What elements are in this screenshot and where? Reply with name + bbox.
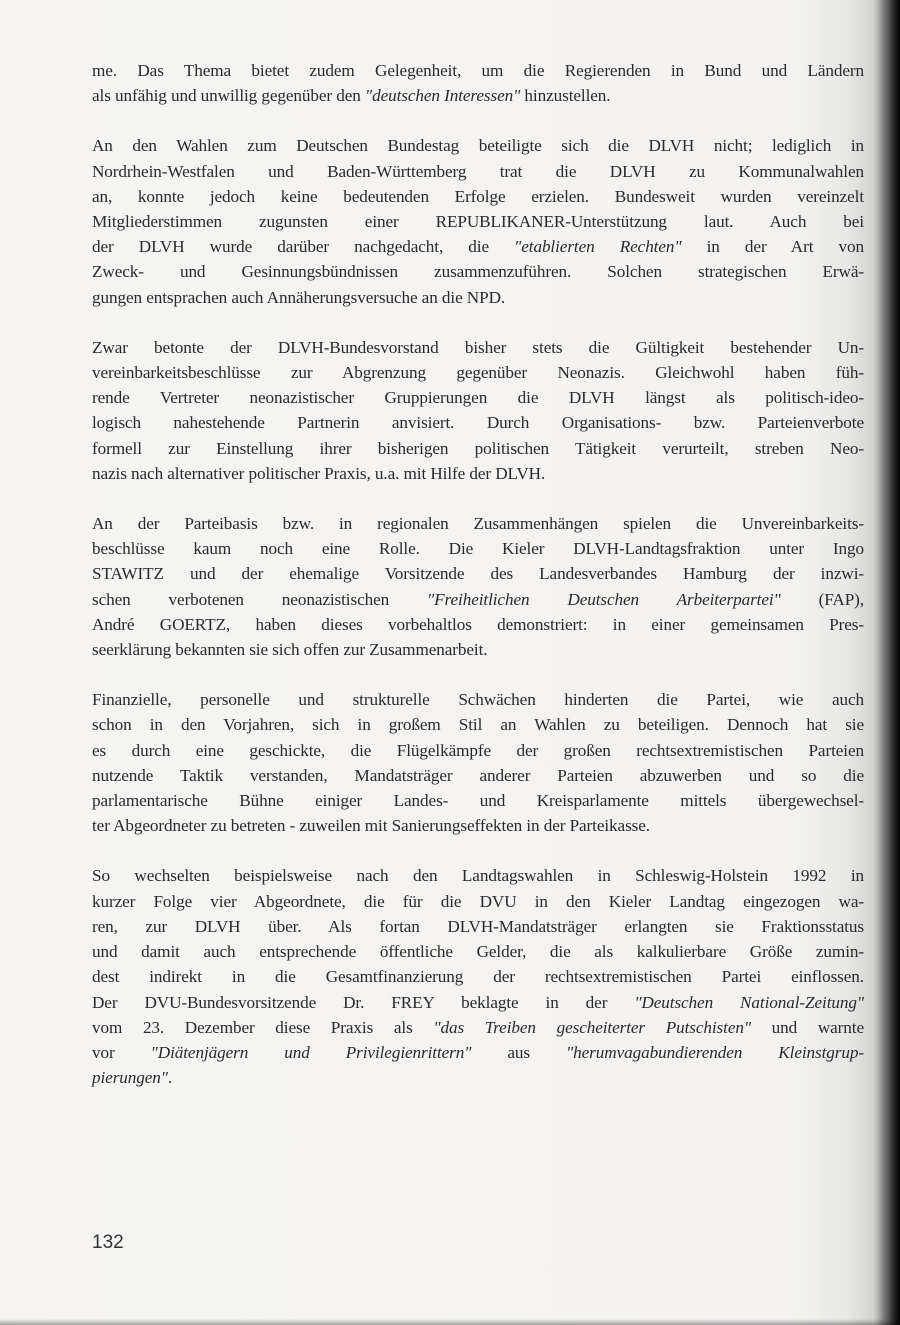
text-segment: gungen entsprachen auch Annäherungsversuche an die NPD. — [92, 287, 506, 307]
text-line — [92, 788, 864, 813]
text-line — [92, 209, 864, 234]
text-line — [92, 637, 864, 662]
body-text — [92, 58, 864, 1115]
text-line — [92, 159, 864, 184]
text-segment: An den Wahlen zum Deutschen Bundestag beteiligte sich die DLVH nicht; lediglich in — [92, 136, 864, 156]
text-line — [92, 58, 864, 83]
spine-shadow — [878, 0, 900, 1325]
text-segment: . — [167, 1068, 173, 1088]
text-line — [92, 511, 864, 536]
text-line — [92, 259, 864, 284]
text-segment: Zwar betonte der DLVH-Bundesvorstand bisher stets die Gültigkeit bestehender Un- — [92, 337, 864, 357]
text-segment: rende Vertreter neonazistischer Gruppierungen die DLVH längst als politisch-ideo- — [92, 388, 864, 408]
text-line — [92, 234, 864, 259]
text-segment: Mitgliederstimmen zugunsten einer REPUBLIKANER-Unterstützung laut. Auch bei — [92, 212, 864, 232]
text-segment: an, konnte jedoch keine bedeutenden Erfolge erzielen. Bundesweit wurden vereinzelt — [92, 186, 864, 206]
text-segment: (FAP), — [780, 589, 864, 609]
text-segment: So wechselten beispielsweise nach den Landtagswahlen in Schleswig-Holstein 1992 in — [92, 866, 864, 886]
text-segment: Zweck- und Gesinnungsbündnissen zusammenzuführen. Solchen strategischen Erwä- — [92, 262, 864, 282]
text-segment: hinzustellen. — [520, 86, 611, 106]
italic-quote: pierungen" — [92, 1068, 168, 1088]
text-segment: in der Art von — [681, 237, 864, 257]
text-line — [92, 1065, 864, 1090]
text-segment: schen verbotenen neonazistischen — [92, 589, 428, 609]
text-segment: und warnte — [750, 1017, 864, 1037]
text-line — [92, 360, 864, 385]
text-line — [92, 1015, 864, 1040]
text-line — [92, 410, 864, 435]
text-segment: aus — [471, 1042, 567, 1062]
text-segment: formell zur Einstellung ihrer bisherigen politischen Tätigkeit verurteilt, streben Neo- — [92, 438, 864, 458]
text-line — [92, 385, 864, 410]
text-line — [92, 889, 864, 914]
text-segment: es durch eine geschickte, die Flügelkämpfe der großen rechtsextremistischen Parteien — [92, 740, 864, 760]
text-segment: nutzende Taktik verstanden, Mandatsträger anderer Parteien abzuwerben und so die — [92, 765, 864, 785]
page-bottom-edge — [0, 1319, 900, 1325]
text-segment: STAWITZ und der ehemalige Vorsitzende des Landesverbandes Hamburg der inzwi- — [92, 564, 864, 584]
paragraph — [92, 511, 864, 662]
text-line — [92, 83, 864, 108]
text-segment: kurzer Folge vier Abgeordnete, die für die DVU in den Kieler Landtag eingezogen wa- — [92, 891, 864, 911]
italic-quote: "das Treiben gescheiterter Putschisten" — [433, 1017, 751, 1037]
text-segment: dest indirekt in die Gesamtfinanzierung der rechtsextremistischen Partei einflossen. — [92, 967, 864, 987]
text-line — [92, 587, 864, 612]
paragraph — [92, 687, 864, 838]
text-line — [92, 712, 864, 737]
text-segment: André GOERTZ, haben dieses vorbehaltlos demonstriert: in einer gemeinsamen Pres- — [92, 614, 864, 634]
text-segment: ter Abgeordneter zu betreten - zuweilen mit Sanierungseffekten in der Parteikasse. — [92, 816, 650, 836]
text-line — [92, 687, 864, 712]
text-segment: beschlüsse kaum noch eine Rolle. Die Kieler DLVH-Landtagsfraktion unter Ingo — [92, 539, 864, 559]
text-line — [92, 536, 864, 561]
text-line — [92, 184, 864, 209]
italic-quote: "Diätenjägern und Privilegienrittern" — [150, 1042, 472, 1062]
text-segment: me. Das Thema bietet zudem Gelegenheit, um die Regierenden in Bund und Ländern — [92, 61, 864, 80]
text-segment: vor — [92, 1042, 151, 1062]
paragraph — [92, 133, 864, 309]
text-line — [92, 335, 864, 360]
paragraph — [92, 335, 864, 486]
text-line — [92, 939, 864, 964]
text-line — [92, 964, 864, 989]
text-line — [92, 133, 864, 158]
text-line — [92, 285, 864, 310]
text-segment: logisch nahestehende Partnerin anvisiert. Durch Organisations- bzw. Parteienverbote — [92, 413, 864, 433]
italic-quote: "Deutschen National-Zeitung" — [634, 992, 864, 1012]
text-segment: der DLVH wurde darüber nachgedacht, die — [92, 237, 515, 257]
text-segment: ren, zur DLVH über. Als fortan DLVH-Mandatsträger erlangten sie Fraktionsstatus — [92, 916, 864, 936]
text-line — [92, 561, 864, 586]
text-line — [92, 461, 864, 486]
text-segment: Finanzielle, personelle und strukturelle Schwächen hinderten die Partei, wie auch — [92, 690, 864, 710]
text-segment: Der DVU-Bundesvorsitzende Dr. FREY beklagte in der — [92, 992, 635, 1012]
text-line — [92, 1040, 864, 1065]
text-line — [92, 863, 864, 888]
text-line — [92, 738, 864, 763]
text-line — [92, 914, 864, 939]
text-segment: seerklärung bekannten sie sich offen zur Zusammenarbeit. — [92, 640, 488, 660]
text-segment: schon in den Vorjahren, sich in großem Stil an Wahlen zu beteiligen. Dennoch hat sie — [92, 715, 864, 735]
text-segment: und damit auch entsprechende öffentliche Gelder, die als kalkulierbare Größe zumin- — [92, 942, 864, 962]
text-line — [92, 612, 864, 637]
paragraph — [92, 863, 864, 1090]
text-segment: Nordrhein-Westfalen und Baden-Württemberg trat die DLVH zu Kommunalwahlen — [92, 161, 864, 181]
text-segment: An der Parteibasis bzw. in regionalen Zusammenhängen spielen die Unvereinbarkeits- — [92, 514, 864, 534]
text-segment: vom 23. Dezember diese Praxis als — [92, 1017, 434, 1037]
page-number: 132 — [92, 1232, 124, 1253]
text-segment: als unfähig und unwillig gegenüber den — [92, 86, 365, 106]
text-segment: vereinbarkeitsbeschlüsse zur Abgrenzung gegenüber Neonazis. Gleichwohl haben füh- — [92, 363, 864, 383]
paragraph — [92, 58, 864, 108]
text-line — [92, 813, 864, 838]
text-line — [92, 763, 864, 788]
italic-quote: "Freiheitlichen Deutschen Arbeiterpartei" — [427, 589, 781, 609]
italic-quote: "deutschen Interessen" — [364, 86, 521, 106]
italic-quote: "herumvagabundierenden Kleinstgrup- — [566, 1042, 864, 1062]
text-line — [92, 436, 864, 461]
text-segment: parlamentarische Bühne einiger Landes- und Kreisparlamente mittels übergewechsel- — [92, 791, 864, 811]
text-segment: nazis nach alternativer politischer Praxis, u.a. mit Hilfe der DLVH. — [92, 463, 546, 483]
text-line — [92, 990, 864, 1015]
italic-quote: "etablierten Rechten" — [514, 237, 682, 257]
